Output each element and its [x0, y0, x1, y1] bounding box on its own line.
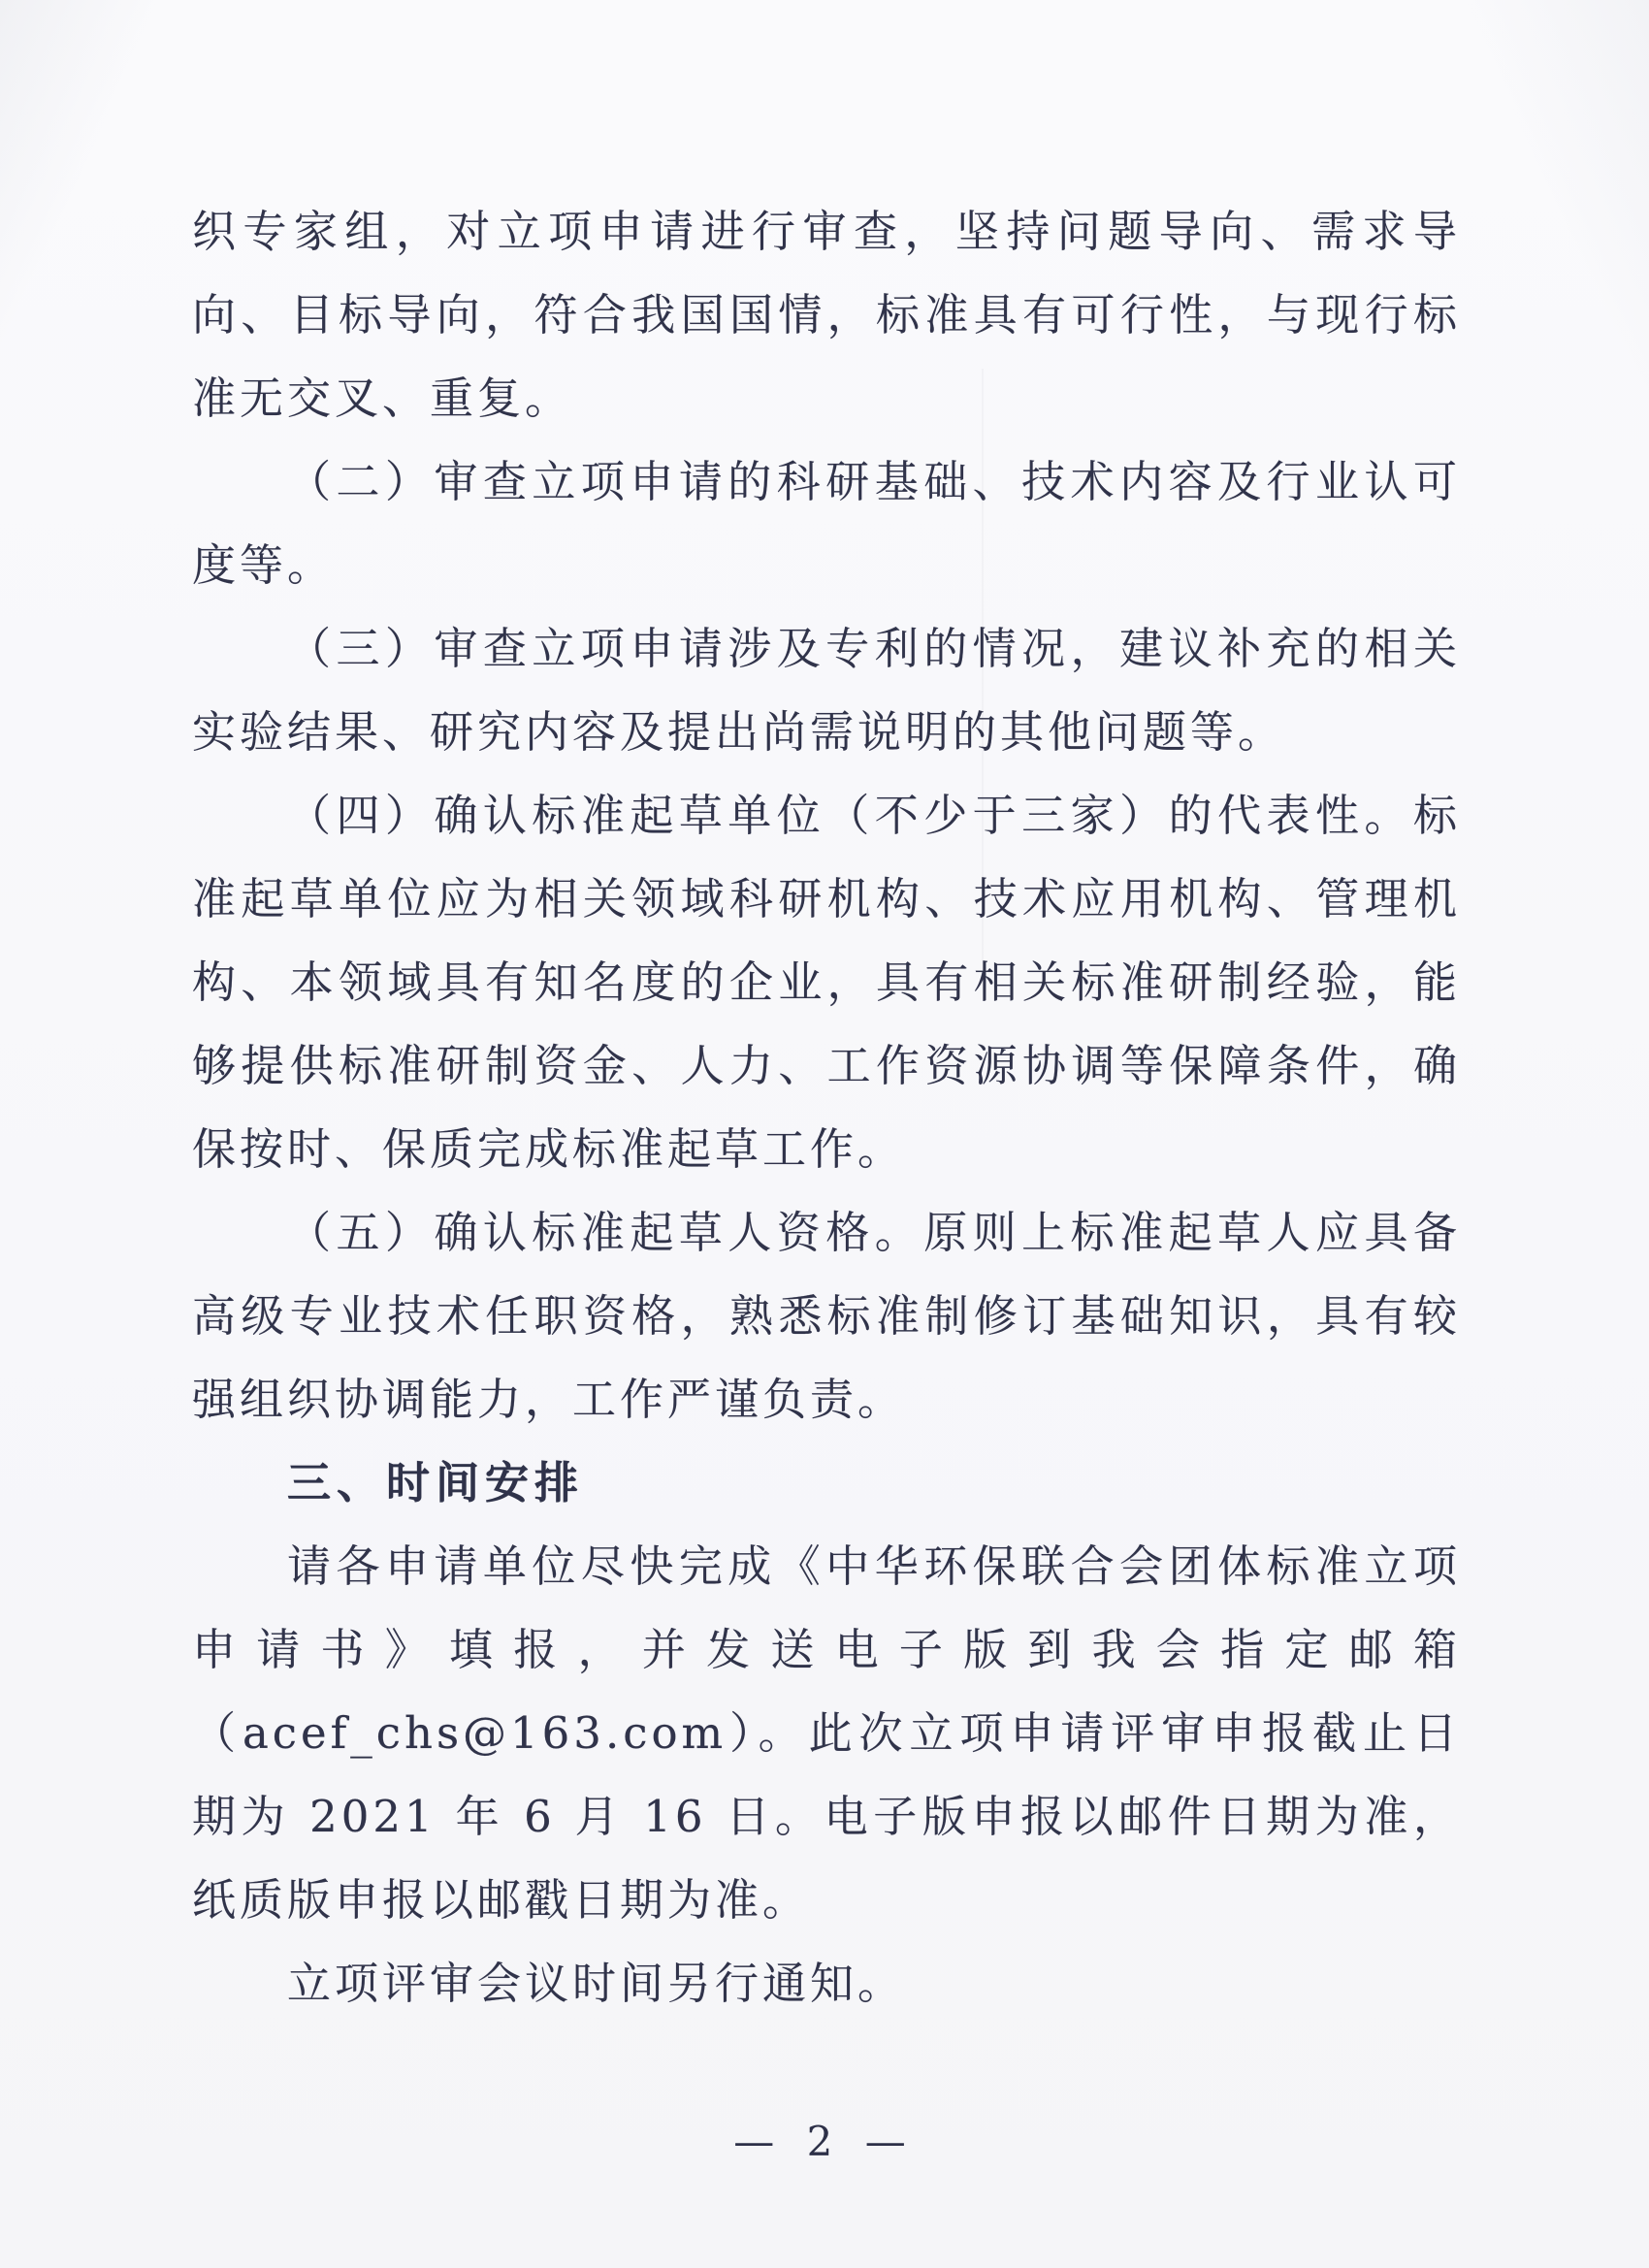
paragraph-item-5: （五）确认标准起草人资格。原则上标准起草人应具备高级专业技术任职资格，熟悉标准制修订基础知识，具有较强组织协调能力，工作严谨负责。: [192, 1207, 1461, 1425]
paragraph-item-3: （三）审查立项申请涉及专利的情况，建议补充的相关实验结果、研究内容及提出尚需说明的其他问题等。: [192, 623, 1461, 758]
section-heading-schedule: 三、时间安排: [287, 1457, 585, 1508]
paragraph-item-4: （四）确认标准起草单位（不少于三家）的代表性。标准起草单位应为相关领域科研机构、技术应用机构、管理机构、本领域具有知名度的企业，具有相关标准研制经验，能够提供标准研制资金、人力、工作资源协调等保障条件，确保按时、保质完成标准起草工作。: [192, 790, 1461, 1175]
paragraph-review-continuation: 织专家组，对立项申请进行审查，坚持问题导向、需求导向、目标导向，符合我国国情，标准具有可行性，与现行标准无交叉、重复。: [192, 206, 1461, 424]
document-body: [192, 190, 1461, 2025]
page-number: — 2 —: [733, 2118, 916, 2165]
paragraph-item-2: （二）审查立项申请的科研基础、技术内容及行业认可度等。: [192, 456, 1461, 591]
paragraph-submission-instructions: 请各申请单位尽快完成《中华环保联合会团体标准立项申请书》填报，并发送电子版到我会指定邮箱（acef_chs@163.com）。此次立项申请评审申报截止日期为 2021 年 6 月 16 日。电子版申报以邮件日期为准，纸质版申报以邮戳日期为准。: [192, 1540, 1461, 1926]
paragraph-meeting-notice: 立项评审会议时间另行通知。: [287, 1958, 906, 2009]
